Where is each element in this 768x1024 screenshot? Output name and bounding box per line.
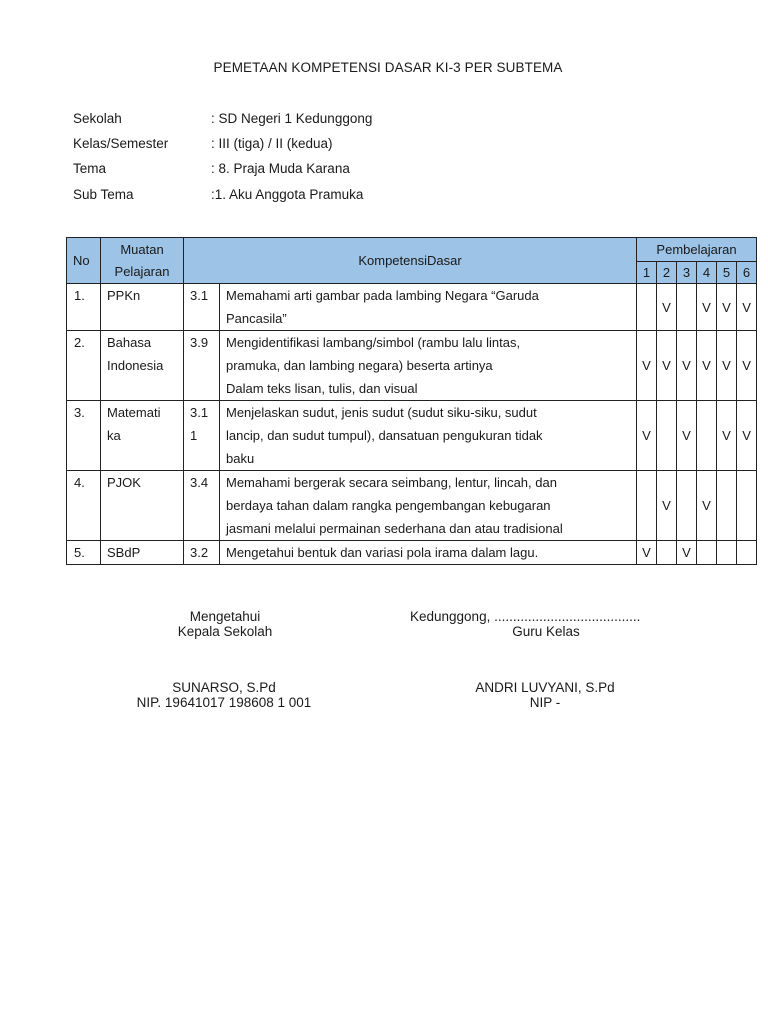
kd-text-line: Mengidentifikasi lambang/simbol (rambu lalu lintas,: [226, 335, 521, 350]
session-check: [637, 284, 657, 331]
session-check: [697, 401, 717, 471]
kd-text-line: lancip, dan sudut tumpul), dansatuan pengukuran tidak: [226, 428, 543, 443]
subject-cell: [101, 471, 184, 541]
session-check: V: [697, 471, 717, 541]
subject-cell: [101, 331, 184, 401]
kd-description-cell: [220, 471, 637, 541]
kd-description-cell: [220, 541, 637, 565]
kd-text-line: baku: [226, 451, 255, 466]
session-check: V: [677, 541, 697, 565]
session-check: V: [717, 284, 737, 331]
signature-right-line1: Kedunggong, .......................................: [410, 609, 641, 624]
session-check: V: [677, 401, 697, 471]
signature-left-name-block: [114, 680, 334, 710]
info-label: Sekolah: [73, 111, 122, 126]
kd-text-line: Memahami bergerak secara seimbang, lentur, lincah, dan: [226, 475, 557, 490]
subject-cell: [101, 401, 184, 471]
kd-text-line: Menjelaskan sudut, jenis sudut (sudut siku-siku, sudut: [226, 405, 537, 420]
session-check: V: [657, 331, 677, 401]
session-check: [677, 471, 697, 541]
info-label: Kelas/Semester: [73, 136, 169, 151]
header-session: 6: [737, 262, 757, 284]
session-check: V: [697, 284, 717, 331]
session-check: [657, 541, 677, 565]
signature-left-line1: Mengetahui: [189, 609, 261, 624]
row-number: 1.: [67, 284, 101, 331]
session-check: V: [657, 284, 677, 331]
header-session: 4: [697, 262, 717, 284]
header-pembelajaran: Pembelajaran: [637, 238, 757, 262]
session-check: [677, 284, 697, 331]
signature-right-name-block: [445, 680, 645, 710]
header-session: 1: [637, 262, 657, 284]
subject-line: PPKn: [107, 288, 141, 303]
row-number: 2.: [67, 331, 101, 401]
kd-number-cell: [184, 331, 220, 401]
kd-number-line: 3.1: [190, 405, 209, 420]
kd-description-cell: [220, 401, 637, 471]
session-check: V: [677, 331, 697, 401]
signature-left-name: SUNARSO, S.Pd: [172, 680, 276, 695]
kd-number-line: 3.9: [190, 335, 209, 350]
info-label: Sub Tema: [73, 187, 134, 202]
signature-right-name: ANDRI LUVYANI, S.Pd: [475, 680, 615, 695]
session-check: V: [737, 401, 757, 471]
subject-line: Indonesia: [107, 358, 164, 373]
kd-number-line: 1: [190, 428, 198, 443]
header-session: 2: [657, 262, 677, 284]
info-value: : 8. Praja Muda Karana: [211, 161, 350, 176]
session-check: V: [717, 331, 737, 401]
signature-right-heading: [410, 609, 682, 639]
info-value: :1. Aku Anggota Pramuka: [211, 187, 364, 202]
table-row: [67, 284, 757, 331]
signature-right-nip: NIP -: [529, 695, 561, 710]
kd-description-cell: [220, 284, 637, 331]
session-check: [637, 471, 657, 541]
header-muatan-pelajaran: [101, 238, 184, 284]
signature-left-heading: [155, 609, 295, 639]
info-value: : III (tiga) / II (kedua): [211, 136, 333, 151]
kd-number-cell: [184, 284, 220, 331]
subject-line: Matemati: [107, 405, 161, 420]
row-number: 3.: [67, 401, 101, 471]
subject-cell: [101, 541, 184, 565]
session-check: [737, 471, 757, 541]
signature-left-nip: NIP. 19641017 198608 1 001: [136, 695, 312, 710]
table-row: [67, 471, 757, 541]
session-check: V: [637, 331, 657, 401]
session-check: V: [737, 284, 757, 331]
subject-line: PJOK: [107, 475, 141, 490]
signature-right-line2: Guru Kelas: [512, 624, 580, 639]
document-title: PEMETAAN KOMPETENSI DASAR KI-3 PER SUBTEMA: [213, 60, 563, 75]
session-check: V: [637, 541, 657, 565]
session-check: [717, 541, 737, 565]
kd-number-cell: [184, 401, 220, 471]
session-check: [737, 541, 757, 565]
header-kompetensi-dasar: KompetensiDasar: [184, 238, 637, 284]
session-check: V: [697, 331, 717, 401]
competency-mapping-table: [66, 237, 757, 565]
header-session: 5: [717, 262, 737, 284]
row-number: 5.: [67, 541, 101, 565]
session-check: [717, 471, 737, 541]
session-check: V: [637, 401, 657, 471]
header-no: No: [67, 238, 101, 284]
signature-left-line2: Kepala Sekolah: [177, 624, 273, 639]
session-check: [697, 541, 717, 565]
kd-text-line: Memahami arti gambar pada lambing Negara “Garuda: [226, 288, 539, 303]
kd-text-line: Pancasila”: [226, 311, 287, 326]
table-row: [67, 401, 757, 471]
kd-text-line: Dalam teks lisan, tulis, dan visual: [226, 381, 418, 396]
subject-cell: [101, 284, 184, 331]
session-check: V: [737, 331, 757, 401]
kd-text-line: berdaya tahan dalam rangka pengembangan kebugaran: [226, 498, 551, 513]
kd-number-line: 3.2: [190, 545, 209, 560]
kd-text-line: pramuka, dan lambing negara) beserta artinya: [226, 358, 493, 373]
kd-number-line: 3.4: [190, 475, 209, 490]
subject-line: Bahasa: [107, 335, 152, 350]
session-check: [657, 401, 677, 471]
header-session: 3: [677, 262, 697, 284]
header-muatan-line2: Pelajaran: [114, 263, 170, 279]
subject-line: SBdP: [107, 545, 141, 560]
row-number: 4.: [67, 471, 101, 541]
info-label: Tema: [73, 161, 107, 176]
table-row: [67, 331, 757, 401]
info-value: : SD Negeri 1 Kedunggong: [211, 111, 373, 126]
kd-description-cell: [220, 331, 637, 401]
subject-line: ka: [107, 428, 121, 443]
session-check: V: [657, 471, 677, 541]
kd-number-line: 3.1: [190, 288, 209, 303]
table-row: [67, 541, 757, 565]
header-muatan-line1: Muatan: [120, 241, 164, 257]
session-check: V: [717, 401, 737, 471]
kd-text-line: Mengetahui bentuk dan variasi pola irama dalam lagu.: [226, 545, 539, 560]
kd-number-cell: [184, 541, 220, 565]
kd-number-cell: [184, 471, 220, 541]
kd-text-line: jasmani melalui permainan sederhana dan atau tradisional: [226, 521, 563, 536]
